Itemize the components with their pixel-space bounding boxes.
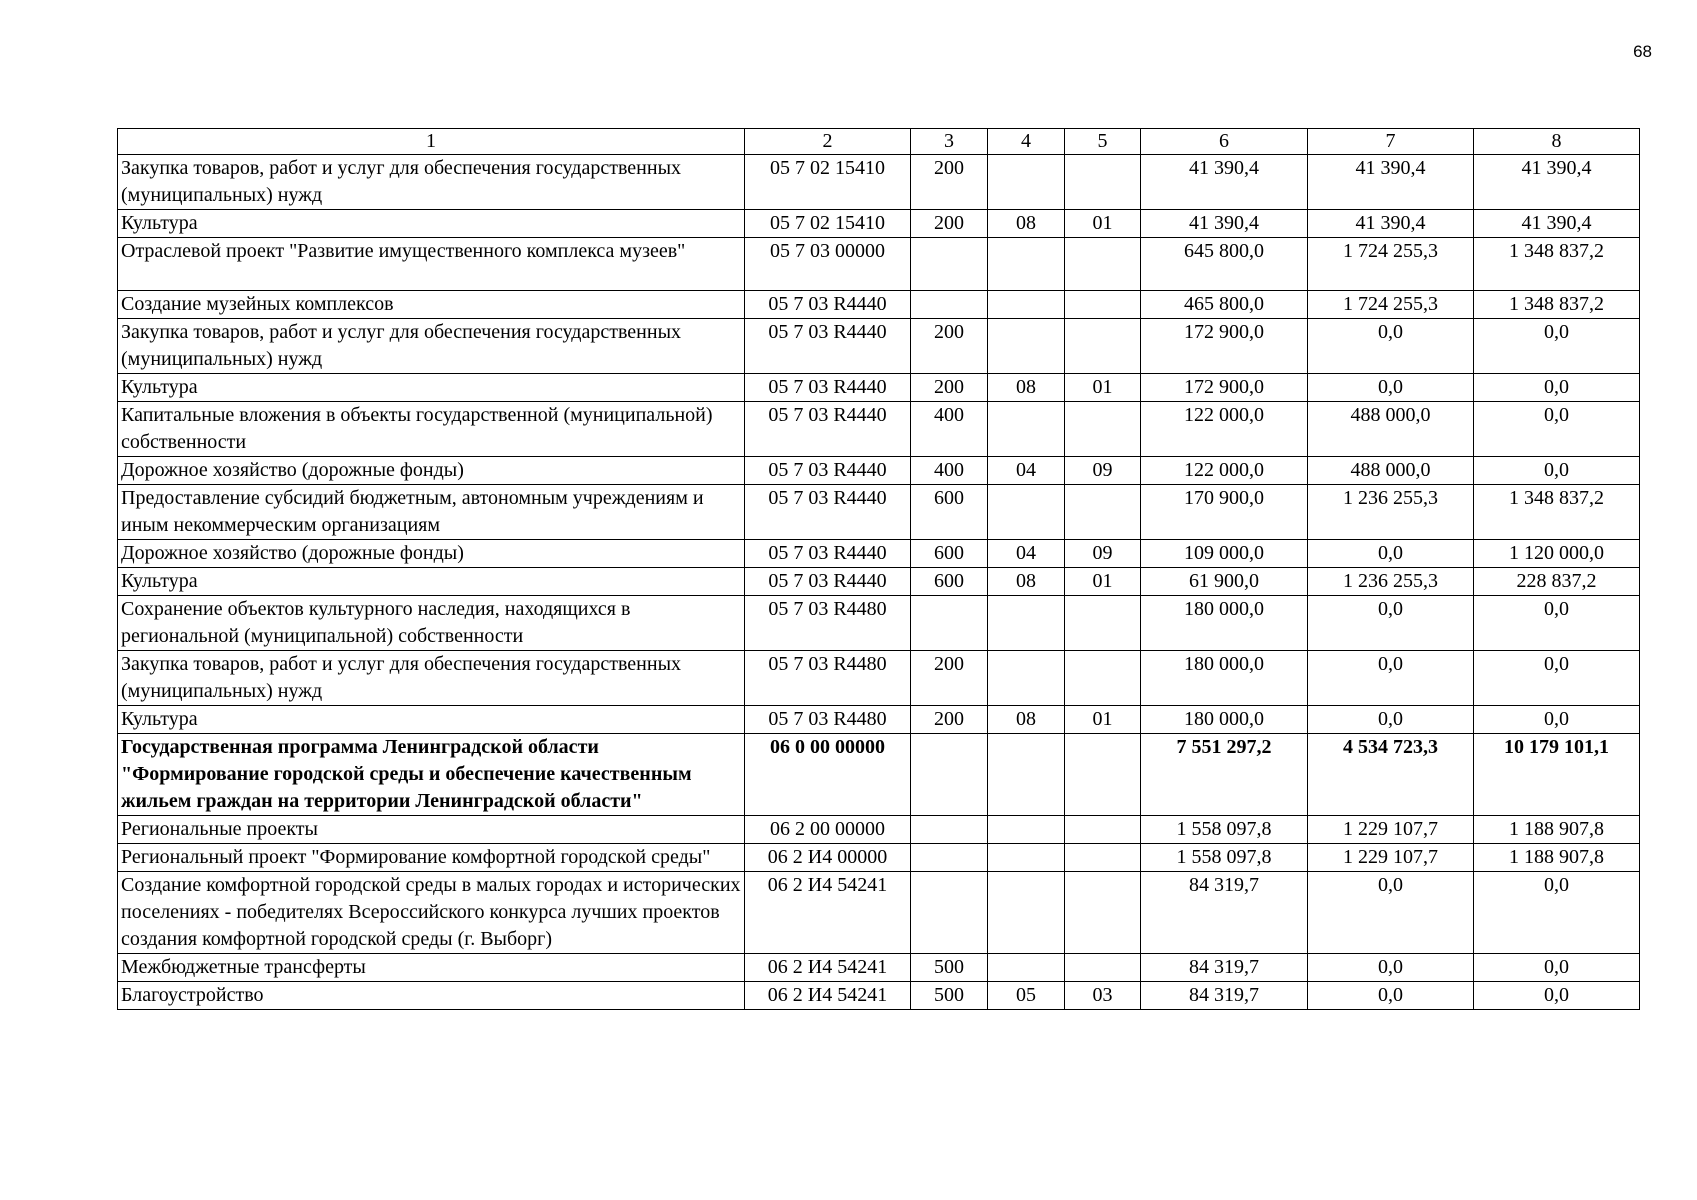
row-col6-cell: 180 000,0 <box>1141 596 1308 651</box>
table-row <box>118 485 1640 540</box>
row-code-cell: 06 2 И4 54241 <box>745 982 911 1010</box>
table-row <box>118 706 1640 734</box>
row-col5-cell: 01 <box>1065 706 1141 734</box>
row-col4-cell: 05 <box>988 982 1065 1010</box>
row-code-cell: 05 7 03 R4440 <box>745 485 911 540</box>
row-col5-cell <box>1065 319 1141 374</box>
row-name-cell: Региональные проекты <box>118 816 745 844</box>
row-col4-cell: 08 <box>988 374 1065 402</box>
row-col6-cell: 170 900,0 <box>1141 485 1308 540</box>
header-cell: 2 <box>745 129 911 155</box>
row-col4-cell <box>988 844 1065 872</box>
row-col3-cell: 600 <box>911 568 988 596</box>
row-col5-cell <box>1065 485 1141 540</box>
row-col8-cell: 0,0 <box>1474 457 1640 485</box>
header-cell: 3 <box>911 129 988 155</box>
row-col3-cell: 400 <box>911 402 988 457</box>
row-col8-cell: 41 390,4 <box>1474 155 1640 210</box>
row-col4-cell: 04 <box>988 457 1065 485</box>
row-col4-cell <box>988 319 1065 374</box>
row-name-cell: Культура <box>118 706 745 734</box>
row-name-cell: Благоустройство <box>118 982 745 1010</box>
row-col5-cell: 01 <box>1065 210 1141 238</box>
header-cell: 4 <box>988 129 1065 155</box>
row-code-cell: 06 2 И4 54241 <box>745 954 911 982</box>
table-body <box>118 129 1640 1010</box>
row-col7-cell: 0,0 <box>1308 540 1474 568</box>
row-col6-cell: 645 800,0 <box>1141 238 1308 291</box>
row-name-cell: Межбюджетные трансферты <box>118 954 745 982</box>
table-row <box>118 457 1640 485</box>
table-row <box>118 319 1640 374</box>
row-col6-cell: 172 900,0 <box>1141 374 1308 402</box>
row-code-cell: 05 7 03 R4440 <box>745 374 911 402</box>
table-row <box>118 596 1640 651</box>
row-col8-cell: 0,0 <box>1474 319 1640 374</box>
row-col4-cell <box>988 872 1065 954</box>
table-row <box>118 374 1640 402</box>
row-col7-cell: 1 229 107,7 <box>1308 816 1474 844</box>
row-col6-cell: 122 000,0 <box>1141 402 1308 457</box>
row-code-cell: 06 2 И4 54241 <box>745 872 911 954</box>
table-row <box>118 238 1640 291</box>
row-col6-cell: 122 000,0 <box>1141 457 1308 485</box>
row-col3-cell: 200 <box>911 155 988 210</box>
row-col3-cell: 500 <box>911 982 988 1010</box>
row-col4-cell: 08 <box>988 568 1065 596</box>
row-col5-cell: 09 <box>1065 457 1141 485</box>
row-col8-cell: 0,0 <box>1474 706 1640 734</box>
row-name-cell: Культура <box>118 374 745 402</box>
row-col5-cell <box>1065 155 1141 210</box>
row-code-cell: 05 7 03 R4440 <box>745 402 911 457</box>
row-col7-cell: 0,0 <box>1308 954 1474 982</box>
row-col7-cell: 0,0 <box>1308 651 1474 706</box>
row-col5-cell: 01 <box>1065 568 1141 596</box>
row-col7-cell: 0,0 <box>1308 319 1474 374</box>
row-col7-cell: 0,0 <box>1308 872 1474 954</box>
row-name-cell: Закупка товаров, работ и услуг для обеспечения государственных (муниципальных) нужд <box>118 319 745 374</box>
row-name-cell: Отраслевой проект "Развитие имущественного комплекса музеев" <box>118 238 745 291</box>
row-name-cell: Дорожное хозяйство (дорожные фонды) <box>118 457 745 485</box>
row-code-cell: 05 7 03 R4440 <box>745 540 911 568</box>
row-col6-cell: 1 558 097,8 <box>1141 816 1308 844</box>
page-number: 68 <box>1633 42 1652 61</box>
row-col3-cell: 500 <box>911 954 988 982</box>
row-col4-cell <box>988 155 1065 210</box>
row-col3-cell <box>911 291 988 319</box>
header-cell: 1 <box>118 129 745 155</box>
row-col4-cell <box>988 291 1065 319</box>
table-header-row <box>118 129 1640 155</box>
row-col6-cell: 465 800,0 <box>1141 291 1308 319</box>
table-row <box>118 816 1640 844</box>
row-col8-cell: 1 348 837,2 <box>1474 238 1640 291</box>
row-col5-cell: 01 <box>1065 374 1141 402</box>
row-col3-cell: 200 <box>911 210 988 238</box>
row-name-cell: Культура <box>118 210 745 238</box>
row-col8-cell: 1 348 837,2 <box>1474 485 1640 540</box>
row-col7-cell: 41 390,4 <box>1308 210 1474 238</box>
row-col7-cell: 488 000,0 <box>1308 457 1474 485</box>
row-col3-cell: 600 <box>911 485 988 540</box>
row-col3-cell <box>911 596 988 651</box>
row-col8-cell: 228 837,2 <box>1474 568 1640 596</box>
row-code-cell: 05 7 02 15410 <box>745 155 911 210</box>
row-col5-cell <box>1065 872 1141 954</box>
row-col6-cell: 84 319,7 <box>1141 872 1308 954</box>
table-row <box>118 844 1640 872</box>
row-col4-cell: 08 <box>988 210 1065 238</box>
row-col6-cell: 41 390,4 <box>1141 155 1308 210</box>
table-row <box>118 155 1640 210</box>
row-col3-cell: 200 <box>911 374 988 402</box>
row-code-cell: 05 7 03 R4480 <box>745 706 911 734</box>
row-code-cell: 05 7 02 15410 <box>745 210 911 238</box>
row-code-cell: 05 7 03 R4480 <box>745 651 911 706</box>
table-row <box>118 210 1640 238</box>
row-col4-cell <box>988 734 1065 816</box>
row-col4-cell <box>988 238 1065 291</box>
row-code-cell: 05 7 03 R4440 <box>745 291 911 319</box>
row-code-cell: 06 2 00 00000 <box>745 816 911 844</box>
table-row <box>118 291 1640 319</box>
row-col6-cell: 84 319,7 <box>1141 954 1308 982</box>
row-col5-cell <box>1065 238 1141 291</box>
table-row <box>118 982 1640 1010</box>
header-cell: 6 <box>1141 129 1308 155</box>
row-col5-cell <box>1065 954 1141 982</box>
row-col7-cell: 4 534 723,3 <box>1308 734 1474 816</box>
row-col3-cell: 200 <box>911 651 988 706</box>
row-col6-cell: 1 558 097,8 <box>1141 844 1308 872</box>
row-name-cell: Закупка товаров, работ и услуг для обеспечения государственных (муниципальных) нужд <box>118 651 745 706</box>
header-cell: 7 <box>1308 129 1474 155</box>
row-col6-cell: 109 000,0 <box>1141 540 1308 568</box>
row-col5-cell: 09 <box>1065 540 1141 568</box>
row-col4-cell <box>988 596 1065 651</box>
row-name-cell: Сохранение объектов культурного наследия, находящихся в региональной (муниципальной) собственности <box>118 596 745 651</box>
budget-table <box>117 128 1640 1010</box>
row-col5-cell <box>1065 402 1141 457</box>
row-col7-cell: 1 229 107,7 <box>1308 844 1474 872</box>
row-col5-cell <box>1065 291 1141 319</box>
row-col8-cell: 1 120 000,0 <box>1474 540 1640 568</box>
header-cell: 5 <box>1065 129 1141 155</box>
row-col6-cell: 172 900,0 <box>1141 319 1308 374</box>
row-col6-cell: 180 000,0 <box>1141 651 1308 706</box>
row-col7-cell: 0,0 <box>1308 706 1474 734</box>
row-col3-cell: 600 <box>911 540 988 568</box>
row-col7-cell: 1 236 255,3 <box>1308 485 1474 540</box>
row-code-cell: 05 7 03 R4480 <box>745 596 911 651</box>
row-col5-cell <box>1065 596 1141 651</box>
row-col8-cell: 10 179 101,1 <box>1474 734 1640 816</box>
row-col5-cell: 03 <box>1065 982 1141 1010</box>
table-row <box>118 402 1640 457</box>
table-row <box>118 540 1640 568</box>
row-name-cell: Создание комфортной городской среды в малых городах и исторических поселениях - победителях Всероссийского конкурса лучших проектов создания комфортной городской среды (г. Выборг) <box>118 872 745 954</box>
row-col8-cell: 1 188 907,8 <box>1474 816 1640 844</box>
row-col7-cell: 0,0 <box>1308 596 1474 651</box>
row-col7-cell: 0,0 <box>1308 374 1474 402</box>
row-col5-cell <box>1065 816 1141 844</box>
row-col6-cell: 84 319,7 <box>1141 982 1308 1010</box>
row-col7-cell: 488 000,0 <box>1308 402 1474 457</box>
table-row <box>118 872 1640 954</box>
row-col8-cell: 0,0 <box>1474 596 1640 651</box>
row-col3-cell <box>911 734 988 816</box>
row-col5-cell <box>1065 844 1141 872</box>
row-code-cell: 05 7 03 R4440 <box>745 568 911 596</box>
row-col7-cell: 1 236 255,3 <box>1308 568 1474 596</box>
row-col3-cell <box>911 238 988 291</box>
header-cell: 8 <box>1474 129 1640 155</box>
row-name-cell: Создание музейных комплексов <box>118 291 745 319</box>
row-name-cell: Дорожное хозяйство (дорожные фонды) <box>118 540 745 568</box>
row-col7-cell: 1 724 255,3 <box>1308 291 1474 319</box>
table-row <box>118 651 1640 706</box>
row-col3-cell: 200 <box>911 706 988 734</box>
row-col8-cell: 0,0 <box>1474 402 1640 457</box>
row-code-cell: 05 7 03 00000 <box>745 238 911 291</box>
row-col8-cell: 41 390,4 <box>1474 210 1640 238</box>
row-col8-cell: 0,0 <box>1474 872 1640 954</box>
row-name-cell: Региональный проект "Формирование комфортной городской среды" <box>118 844 745 872</box>
row-col4-cell: 08 <box>988 706 1065 734</box>
table-row <box>118 568 1640 596</box>
row-col8-cell: 0,0 <box>1474 954 1640 982</box>
row-col3-cell: 400 <box>911 457 988 485</box>
row-col4-cell <box>988 816 1065 844</box>
row-col6-cell: 41 390,4 <box>1141 210 1308 238</box>
row-name-cell: Государственная программа Ленинградской области "Формирование городской среды и обеспечение качественным жильем граждан на территории Ленинградской области" <box>118 734 745 816</box>
row-col4-cell: 04 <box>988 540 1065 568</box>
table-row <box>118 734 1640 816</box>
table-row <box>118 954 1640 982</box>
row-name-cell: Капитальные вложения в объекты государственной (муниципальной) собственности <box>118 402 745 457</box>
row-col8-cell: 1 188 907,8 <box>1474 844 1640 872</box>
row-col8-cell: 0,0 <box>1474 651 1640 706</box>
row-code-cell: 06 2 И4 00000 <box>745 844 911 872</box>
row-col3-cell <box>911 872 988 954</box>
row-code-cell: 06 0 00 00000 <box>745 734 911 816</box>
row-col6-cell: 61 900,0 <box>1141 568 1308 596</box>
row-name-cell: Закупка товаров, работ и услуг для обеспечения государственных (муниципальных) нужд <box>118 155 745 210</box>
row-col8-cell: 1 348 837,2 <box>1474 291 1640 319</box>
row-code-cell: 05 7 03 R4440 <box>745 319 911 374</box>
row-col7-cell: 41 390,4 <box>1308 155 1474 210</box>
row-col6-cell: 180 000,0 <box>1141 706 1308 734</box>
row-col5-cell <box>1065 734 1141 816</box>
row-col3-cell: 200 <box>911 319 988 374</box>
row-col4-cell <box>988 651 1065 706</box>
row-col4-cell <box>988 485 1065 540</box>
row-col3-cell <box>911 816 988 844</box>
row-col4-cell <box>988 402 1065 457</box>
row-col3-cell <box>911 844 988 872</box>
row-col7-cell: 0,0 <box>1308 982 1474 1010</box>
row-code-cell: 05 7 03 R4440 <box>745 457 911 485</box>
row-col4-cell <box>988 954 1065 982</box>
row-col6-cell: 7 551 297,2 <box>1141 734 1308 816</box>
row-col8-cell: 0,0 <box>1474 374 1640 402</box>
row-col8-cell: 0,0 <box>1474 982 1640 1010</box>
row-col5-cell <box>1065 651 1141 706</box>
row-name-cell: Культура <box>118 568 745 596</box>
row-name-cell: Предоставление субсидий бюджетным, автономным учреждениям и иным некоммерческим организациям <box>118 485 745 540</box>
row-col7-cell: 1 724 255,3 <box>1308 238 1474 291</box>
